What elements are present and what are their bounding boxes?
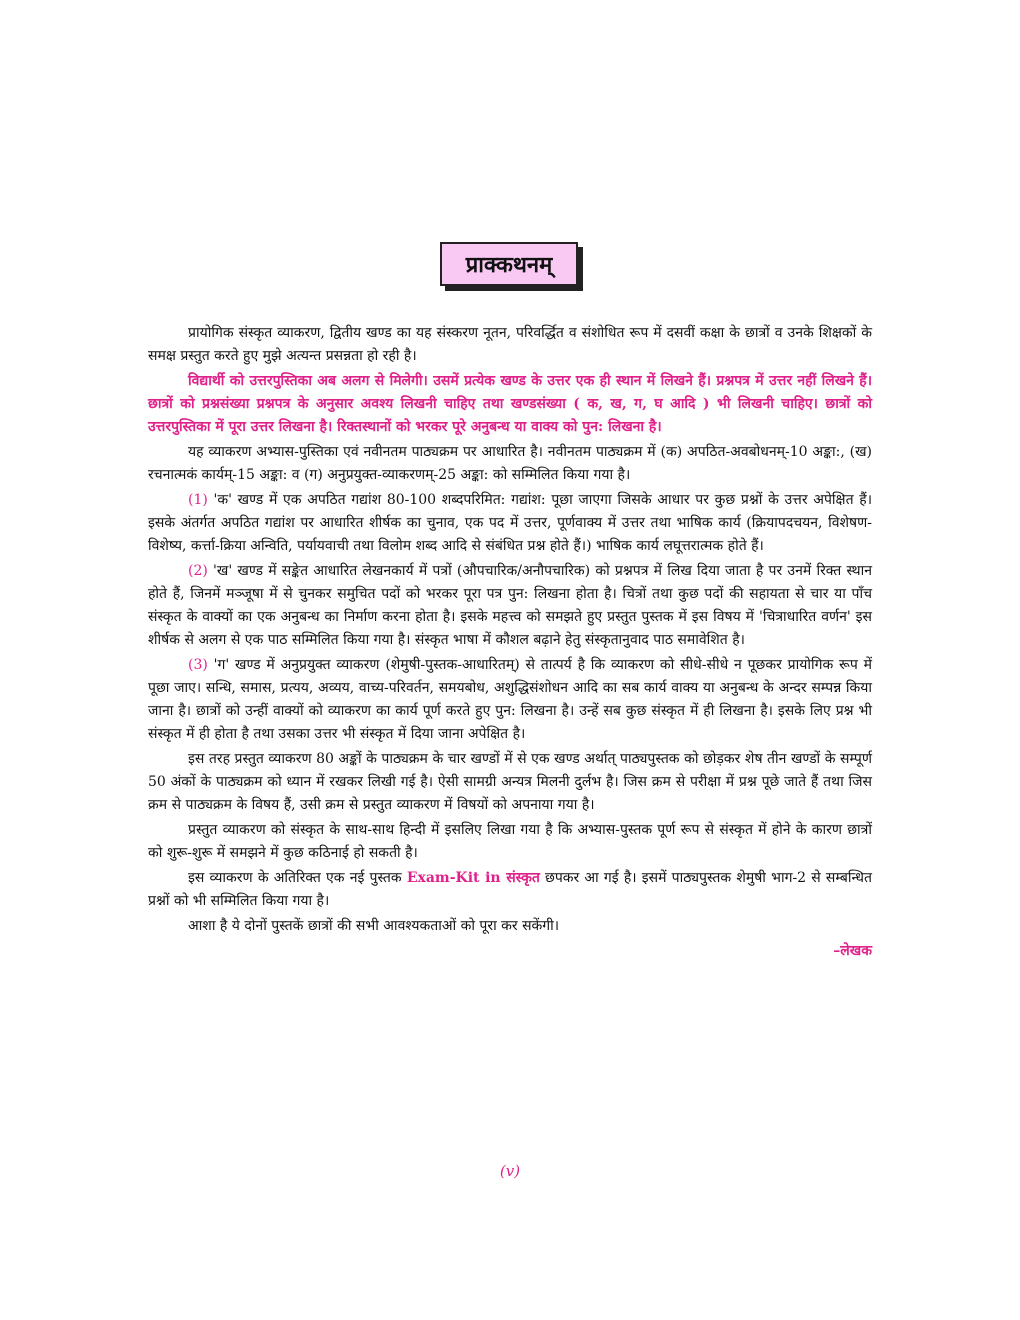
page-number: (v) xyxy=(499,1162,521,1180)
section-1-paragraph xyxy=(148,489,872,558)
page-title: प्राक्कथनम् xyxy=(465,252,553,278)
section-1-number: (1) xyxy=(188,492,208,508)
section-3-number: (3) xyxy=(188,657,208,673)
examkit-after: छपकर आ गई है। इसमें पाठ्यपुस्तक शेमुषी भाग-2 से सम्बन्धित प्रश्नों को भी सम्मिलित किया गया है। xyxy=(148,870,873,909)
examkit-paragraph xyxy=(148,867,872,913)
marks-paragraph: इस तरह प्रस्तुत व्याकरण 80 अङ्कों के पाठ्यक्रम के चार खण्डों में से एक खण्ड अर्थात् पाठ्यपुस्तक को छोड़कर शेष तीन खण्डों के सम्पूर्ण 50 अंकों के पाठ्यक्रम को ध्यान में रखकर लिखी गई है। ऐसी सामग्री अन्यत्र मिलनी दुर्लभ है। जिस क्रम से परीक्षा में प्रश्न पूछे जाते हैं तथा जिस क्रम से पाठ्यक्रम के विषय हैं, उसी क्रम से प्रस्तुत व्याकरण में विषयों को अपनाया गया है। xyxy=(148,751,872,813)
preface-body xyxy=(148,322,872,965)
section-3-text: 'ग' खण्ड में अनुप्रयुक्त व्याकरण (शेमुषी-पुस्तक-आधारितम्) से तात्पर्य है कि व्याकरण को सीधे-सीधे न पूछकर प्रायोगिक रूप में पूछा जाए। सन्धि, समास, प्रत्यय, अव्यय, वाच्य-परिवर्तन, समयबोध, अशुद्धिसंशोधन आदि का सब कार्य वाक्य या अनुबन्ध के अन्दर सम्पन्न किया जाना है। छात्रों को उन्हीं वाक्यों को व्याकरण का कार्य पूर्ण करते हुए पुन: लिखना है। उन्हें सब कुछ संस्कृत में ही लिखना है। इसके लिए प्रश्न भी संस्कृत में ही होता है तथा उसका उत्तर भी संस्कृत में दिया जाना अपेक्षित है। xyxy=(148,657,872,742)
section-2-text: 'ख' खण्ड में सङ्केत आधारित लेखनकार्य में पत्रों (औपचारिक/अनौपचारिक) को प्रश्नपत्र में लिख दिया जाता है पर उनमें रिक्त स्थान होते हैं, जिनमें मञ्जूषा में से चुनकर समुचित पदों को भरकर पूरा पत्र पुन: लिखना होता है। चित्रों तथा कुछ पदों की सहायता से चार या पाँच संस्कृत के वाक्यों का एक अनुबन्ध का निर्माण करना होता है। इसके महत्त्व को समझते हुए प्रस्तुत पुस्तक में इस विषय में 'चित्राधारित वर्णन' इस शीर्षक से अलग से एक पाठ सम्मिलित किया गया है। संस्कृत भाषा में कौशल बढ़ाने हेतु संस्कृतानुवाद पाठ समावेशित है। xyxy=(148,563,872,648)
answer-sheet-notice: विद्यार्थी को उत्तरपुस्तिका अब अलग से मिलेगी। उसमें प्रत्येक खण्ड के उत्तर एक ही स्थान में लिखने हैं। प्रश्नपत्र में उत्तर नहीं लिखने हैं। छात्रों को प्रश्नसंख्या प्रश्नपत्र के अनुसार अवश्य लिखनी चाहिए तथा खण्डसंख्या ( क, ख, ग, घ आदि ) भी लिखनी चाहिए। छात्रों को उत्तरपुस्तिका में पूरा उत्तर लिखना है। रिक्तस्थानों को भरकर पूरे अनुबन्ध या वाक्य को पुन: लिखना है। xyxy=(148,373,872,435)
syllabus-paragraph: यह व्याकरण अभ्यास-पुस्तिका एवं नवीनतम पाठ्यक्रम पर आधारित है। नवीनतम पाठ्यक्रम में (क) अपठित-अवबोधनम्-10 अङ्का:, (ख) रचनात्मकं कार्यम्-15 अङ्का: व (ग) अनुप्रयुक्त-व्याकरणम्-25 अङ्का: को सम्मिलित किया गया है। xyxy=(148,444,872,483)
examkit-before: इस व्याकरण के अतिरिक्त एक नई पुस्तक xyxy=(188,870,407,886)
section-1-text: 'क' खण्ड में एक अपठित गद्यांश 80-100 शब्दपरिमित: गद्यांश: पूछा जाएगा जिसके आधार पर कुछ प्रश्नों के उत्तर अपेक्षित हैं। इसके अंतर्गत अपठित गद्यांश पर आधारित शीर्षक का चुनाव, एक पद में उत्तर, पूर्णवाक्य में उत्तर तथा भाषिक कार्य (क्रियापदचयन, विशेषण-विशेष्य, कर्त्ता-क्रिया अन्विति, पर्यायवाची तथा विलोम शब्द आदि से संबंधित प्रश्न होते हैं।) भाषिक कार्य लघूत्तरात्मक होते हैं। xyxy=(148,492,872,554)
hope-paragraph: आशा है ये दोनों पुस्तकें छात्रों की सभी आवश्यकताओं को पूरा कर सकेंगी। xyxy=(188,918,560,934)
examkit-title: Exam-Kit in संस्कृत xyxy=(406,870,540,886)
section-3-paragraph xyxy=(148,654,872,746)
title-box xyxy=(440,242,578,286)
hindi-paragraph: प्रस्तुत व्याकरण को संस्कृत के साथ-साथ हिन्दी में इसलिए लिखा गया है कि अभ्यास-पुस्तक पूर्ण रूप से संस्कृत में होने के कारण छात्रों को शुरू-शुरू में समझने में कुछ कठिनाई हो सकती है। xyxy=(148,822,872,861)
intro-paragraph: प्रायोगिक संस्कृत व्याकरण, द्वितीय खण्ड का यह संस्करण नूतन, परिवर्द्धित व संशोधित रूप में दसवीं कक्षा के छात्रों व उनके शिक्षकों के समक्ष प्रस्तुत करते हुए मुझे अत्यन्त प्रसन्नता हो रही है। xyxy=(148,325,872,364)
section-2-paragraph xyxy=(148,560,872,652)
section-2-number: (2) xyxy=(188,563,208,579)
author-signature: –लेखक xyxy=(833,943,872,959)
